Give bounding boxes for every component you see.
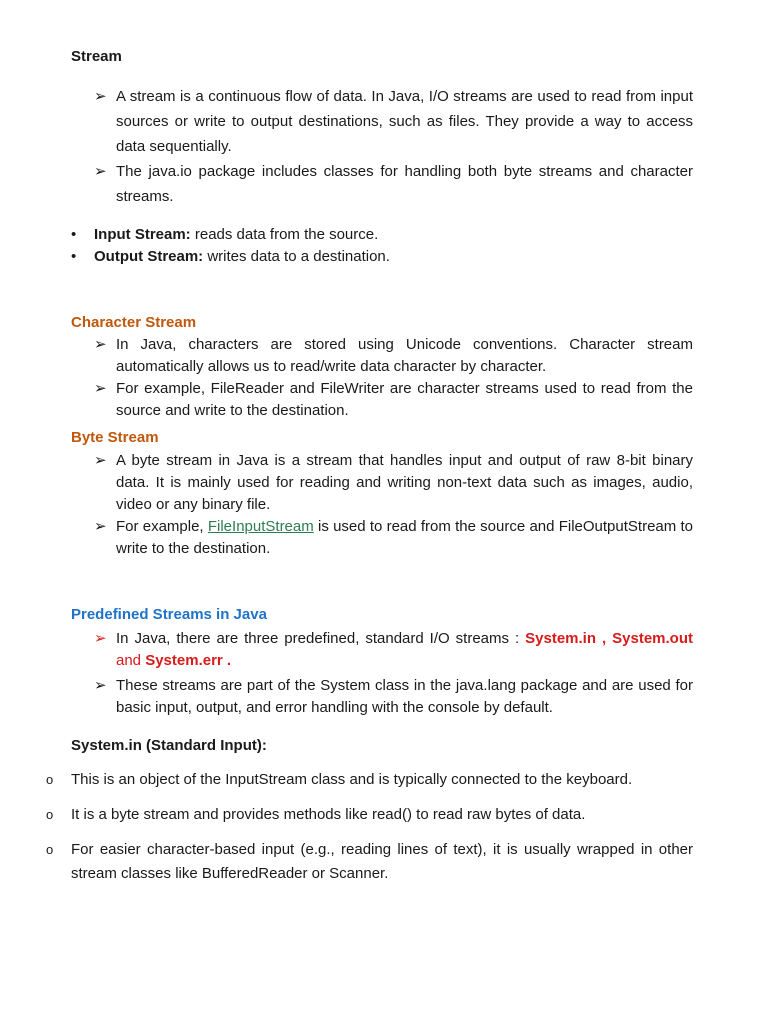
stream-item-1-text: A stream is a continuous flow of data. In Java, I/O streams are used to read from input sources or write to output destinations, such as files. They provide a way to access data sequentially. — [116, 88, 693, 155]
period: . — [222, 652, 232, 669]
byte-item-2-pre: For example, — [116, 518, 208, 535]
comma-separator: , — [596, 630, 613, 647]
stream-item-2-text: The java.io package includes classes for handling both byte streams and character streams. — [116, 163, 693, 205]
arrow-bullet-icon: ➢ — [94, 163, 107, 180]
heading-stream: Stream — [71, 48, 122, 65]
byte-item-2-text — [116, 516, 693, 560]
arrow-bullet-icon: ➢ — [94, 677, 107, 694]
output-stream-label: Output Stream: — [94, 248, 204, 265]
predefined-item-2-text: These streams are part of the System class in the java.lang package and are used for basic input, output, and error handling with the console by default. — [116, 677, 693, 716]
byte-item-1-text: A byte stream in Java is a stream that handles input and output of raw 8-bit binary data. It is mainly used for reading and writing non-text data such as images, audio, video or any binary file. — [116, 452, 693, 513]
input-stream-label: Input Stream: — [94, 226, 191, 243]
input-stream-text: reads data from the source. — [190, 226, 379, 243]
arrow-bullet-icon: ➢ — [94, 336, 107, 353]
output-stream-text: writes data to a destination. — [203, 248, 390, 265]
character-item-2-text: For example, FileReader and FileWriter are character streams used to read from the source and write to the destination. — [116, 380, 693, 419]
system-in-item-3-text: For easier character-based input (e.g., reading lines of text), it is usually wrapped in other stream classes like BufferedReader or Scanner. — [71, 841, 693, 882]
system-in-item-2-text: It is a byte stream and provides methods like read() to read raw bytes of data. — [71, 806, 586, 823]
arrow-bullet-icon: ➢ — [94, 88, 107, 105]
predefined-item-1-pre: In Java, there are three predefined, standard I/O streams : — [116, 630, 526, 647]
byte-item-1 — [94, 450, 693, 516]
arrow-bullet-icon: ➢ — [94, 452, 107, 469]
character-item-1 — [94, 334, 693, 378]
system-out-label: System.out — [612, 630, 693, 647]
predefined-item-1-text — [116, 628, 693, 672]
stream-item-1 — [94, 84, 693, 159]
predefined-item-1 — [94, 628, 693, 672]
system-in-item-1-text: This is an object of the InputStream class and is typically connected to the keyboard. — [71, 771, 633, 788]
system-in-item-1 — [46, 768, 693, 792]
system-err-label: System.err — [145, 652, 223, 669]
system-in-item-2 — [46, 803, 693, 827]
arrow-bullet-icon: ➢ — [94, 380, 107, 397]
circle-bullet-icon: o — [46, 842, 54, 857]
heading-predefined-streams: Predefined Streams in Java — [71, 606, 267, 623]
and-word: and — [116, 652, 146, 669]
stream-item-2 — [94, 159, 693, 209]
character-item-1-text: In Java, characters are stored using Unicode conventions. Character stream automatically allows us to read/write data character by character. — [116, 336, 693, 375]
system-in-item-3 — [46, 838, 693, 886]
circle-bullet-icon: o — [46, 807, 54, 822]
bullet-input-stream — [71, 224, 378, 246]
byte-item-2 — [94, 516, 693, 560]
dot-bullet-icon: • — [71, 226, 77, 243]
heading-byte-stream: Byte Stream — [71, 429, 159, 446]
system-in-label: System.in — [525, 630, 597, 647]
fileinputstream-link[interactable]: FileInputStream — [207, 518, 314, 535]
heading-system-in: System.in (Standard Input): — [71, 737, 267, 754]
character-item-2 — [94, 378, 693, 422]
bullet-output-stream — [71, 246, 390, 268]
byte-item-2-post: is used to read from the source and FileOutputStream to write to the destination. — [116, 518, 694, 557]
red-arrow-bullet-icon: ➢ — [94, 630, 107, 647]
predefined-item-2 — [94, 675, 693, 719]
circle-bullet-icon: o — [46, 772, 54, 787]
dot-bullet-icon: • — [71, 248, 77, 265]
arrow-bullet-icon: ➢ — [94, 518, 107, 535]
heading-character-stream: Character Stream — [71, 314, 197, 331]
